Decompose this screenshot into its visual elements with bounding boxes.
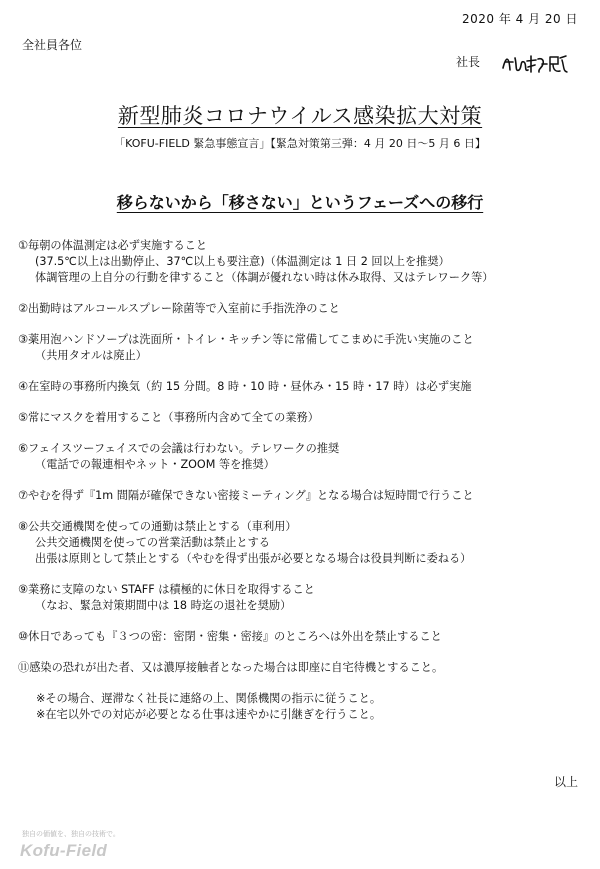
phase-heading: 移らないから「移さない」というフェーズへの移行 xyxy=(116,193,484,212)
item-line: ①毎朝の体温測定は必ず実施すること xyxy=(18,239,208,252)
item-line: ⑤常にマスクを着用すること（事務所内含めて全ての業務） xyxy=(18,411,319,424)
item-line: （共用タオルは廃止） xyxy=(35,349,147,362)
list-item xyxy=(18,301,593,317)
document-date: 2020 年 4 月 20 日 xyxy=(461,12,578,26)
item-line: 公共交通機関を使っての営業活動は禁止とする xyxy=(35,536,270,549)
president-signature xyxy=(500,50,570,76)
list-item xyxy=(18,629,593,645)
company-logo: Kofu-Field xyxy=(20,841,108,860)
addressee: 全社員各位 xyxy=(22,38,83,52)
list-item xyxy=(18,410,593,426)
closing-mark: 以上 xyxy=(553,775,578,789)
note-line: ※在宅以外での対応が必要となる仕事は速やかに引継ぎを行うこと。 xyxy=(36,708,382,721)
notes xyxy=(18,691,593,723)
item-line: (37.5℃以上は出勤停止、37℃以上も要注意)（体温測定は 1 日 2 回以上を推奨） xyxy=(35,255,450,268)
item-line: （電話での報連相やネット・ZOOM 等を推奨） xyxy=(35,458,275,471)
list-item xyxy=(18,488,593,504)
item-line: ⑥フェイスツーフェイスでの会議は行わない。テレワークの推奨 xyxy=(18,442,340,455)
list-item xyxy=(18,441,593,473)
list-item xyxy=(18,238,593,286)
note-line: ※その場合、遅滞なく社長に連絡の上、関係機関の指示に従うこと。 xyxy=(36,692,382,705)
page-title: 新型肺炎コロナウイルス感染拡大対策 xyxy=(117,104,483,128)
item-line: ⑪感染の恐れが出た者、又は濃厚接触者となった場合は即座に自宅待機とすること。 xyxy=(18,661,444,674)
item-line: ②出勤時はアルコールスプレー除菌等で入室前に手指洗浄のこと xyxy=(18,302,340,315)
item-line: ③薬用泡ハンドソープは洗面所・トイレ・キッチン等に常備してこまめに手洗い実施のこと xyxy=(18,333,474,346)
item-line: 体調管理の上自分の行動を律すること（体調が優れない時は休み取得、又はテレワーク等） xyxy=(35,271,494,284)
item-line: ⑧公共交通機関を使っての通勤は禁止とする（車利用） xyxy=(18,520,297,533)
list-item xyxy=(18,582,593,614)
list-item xyxy=(18,332,593,364)
item-line: ⑩休日であっても『３つの密：密閉・密集・密接』のところへは外出を禁止すること xyxy=(18,630,442,643)
president-label: 社長 xyxy=(456,55,481,69)
item-line: （なお、緊急対策期間中は 18 時迄の退社を奨励） xyxy=(35,599,292,612)
list-item xyxy=(18,660,593,676)
item-line: ⑨業務に支障のない STAFF は積極的に休日を取得すること xyxy=(18,583,315,596)
list-item xyxy=(18,519,593,567)
page-subtitle: 「KOFU-FIELD 緊急事態宣言」【緊急対策第三弾：4 月 20 日〜5 月 6 日】 xyxy=(114,137,486,150)
list-item xyxy=(18,379,593,395)
company-tagline: 独自の価値を、独自の技術で。 xyxy=(22,830,120,838)
measures-list xyxy=(18,238,593,723)
item-line: ④在室時の事務所内換気（約 15 分間。8 時・10 時・昼休み・15 時・17 時）は必ず実施 xyxy=(18,380,472,393)
item-line: ⑦やむを得ず『1m 間隔が確保できない密接ミーティング』となる場合は短時間で行うこと xyxy=(18,489,474,502)
item-line: 出張は原則として禁止とする（やむを得ず出張が必要となる場合は役員判断に委ねる） xyxy=(35,552,472,565)
